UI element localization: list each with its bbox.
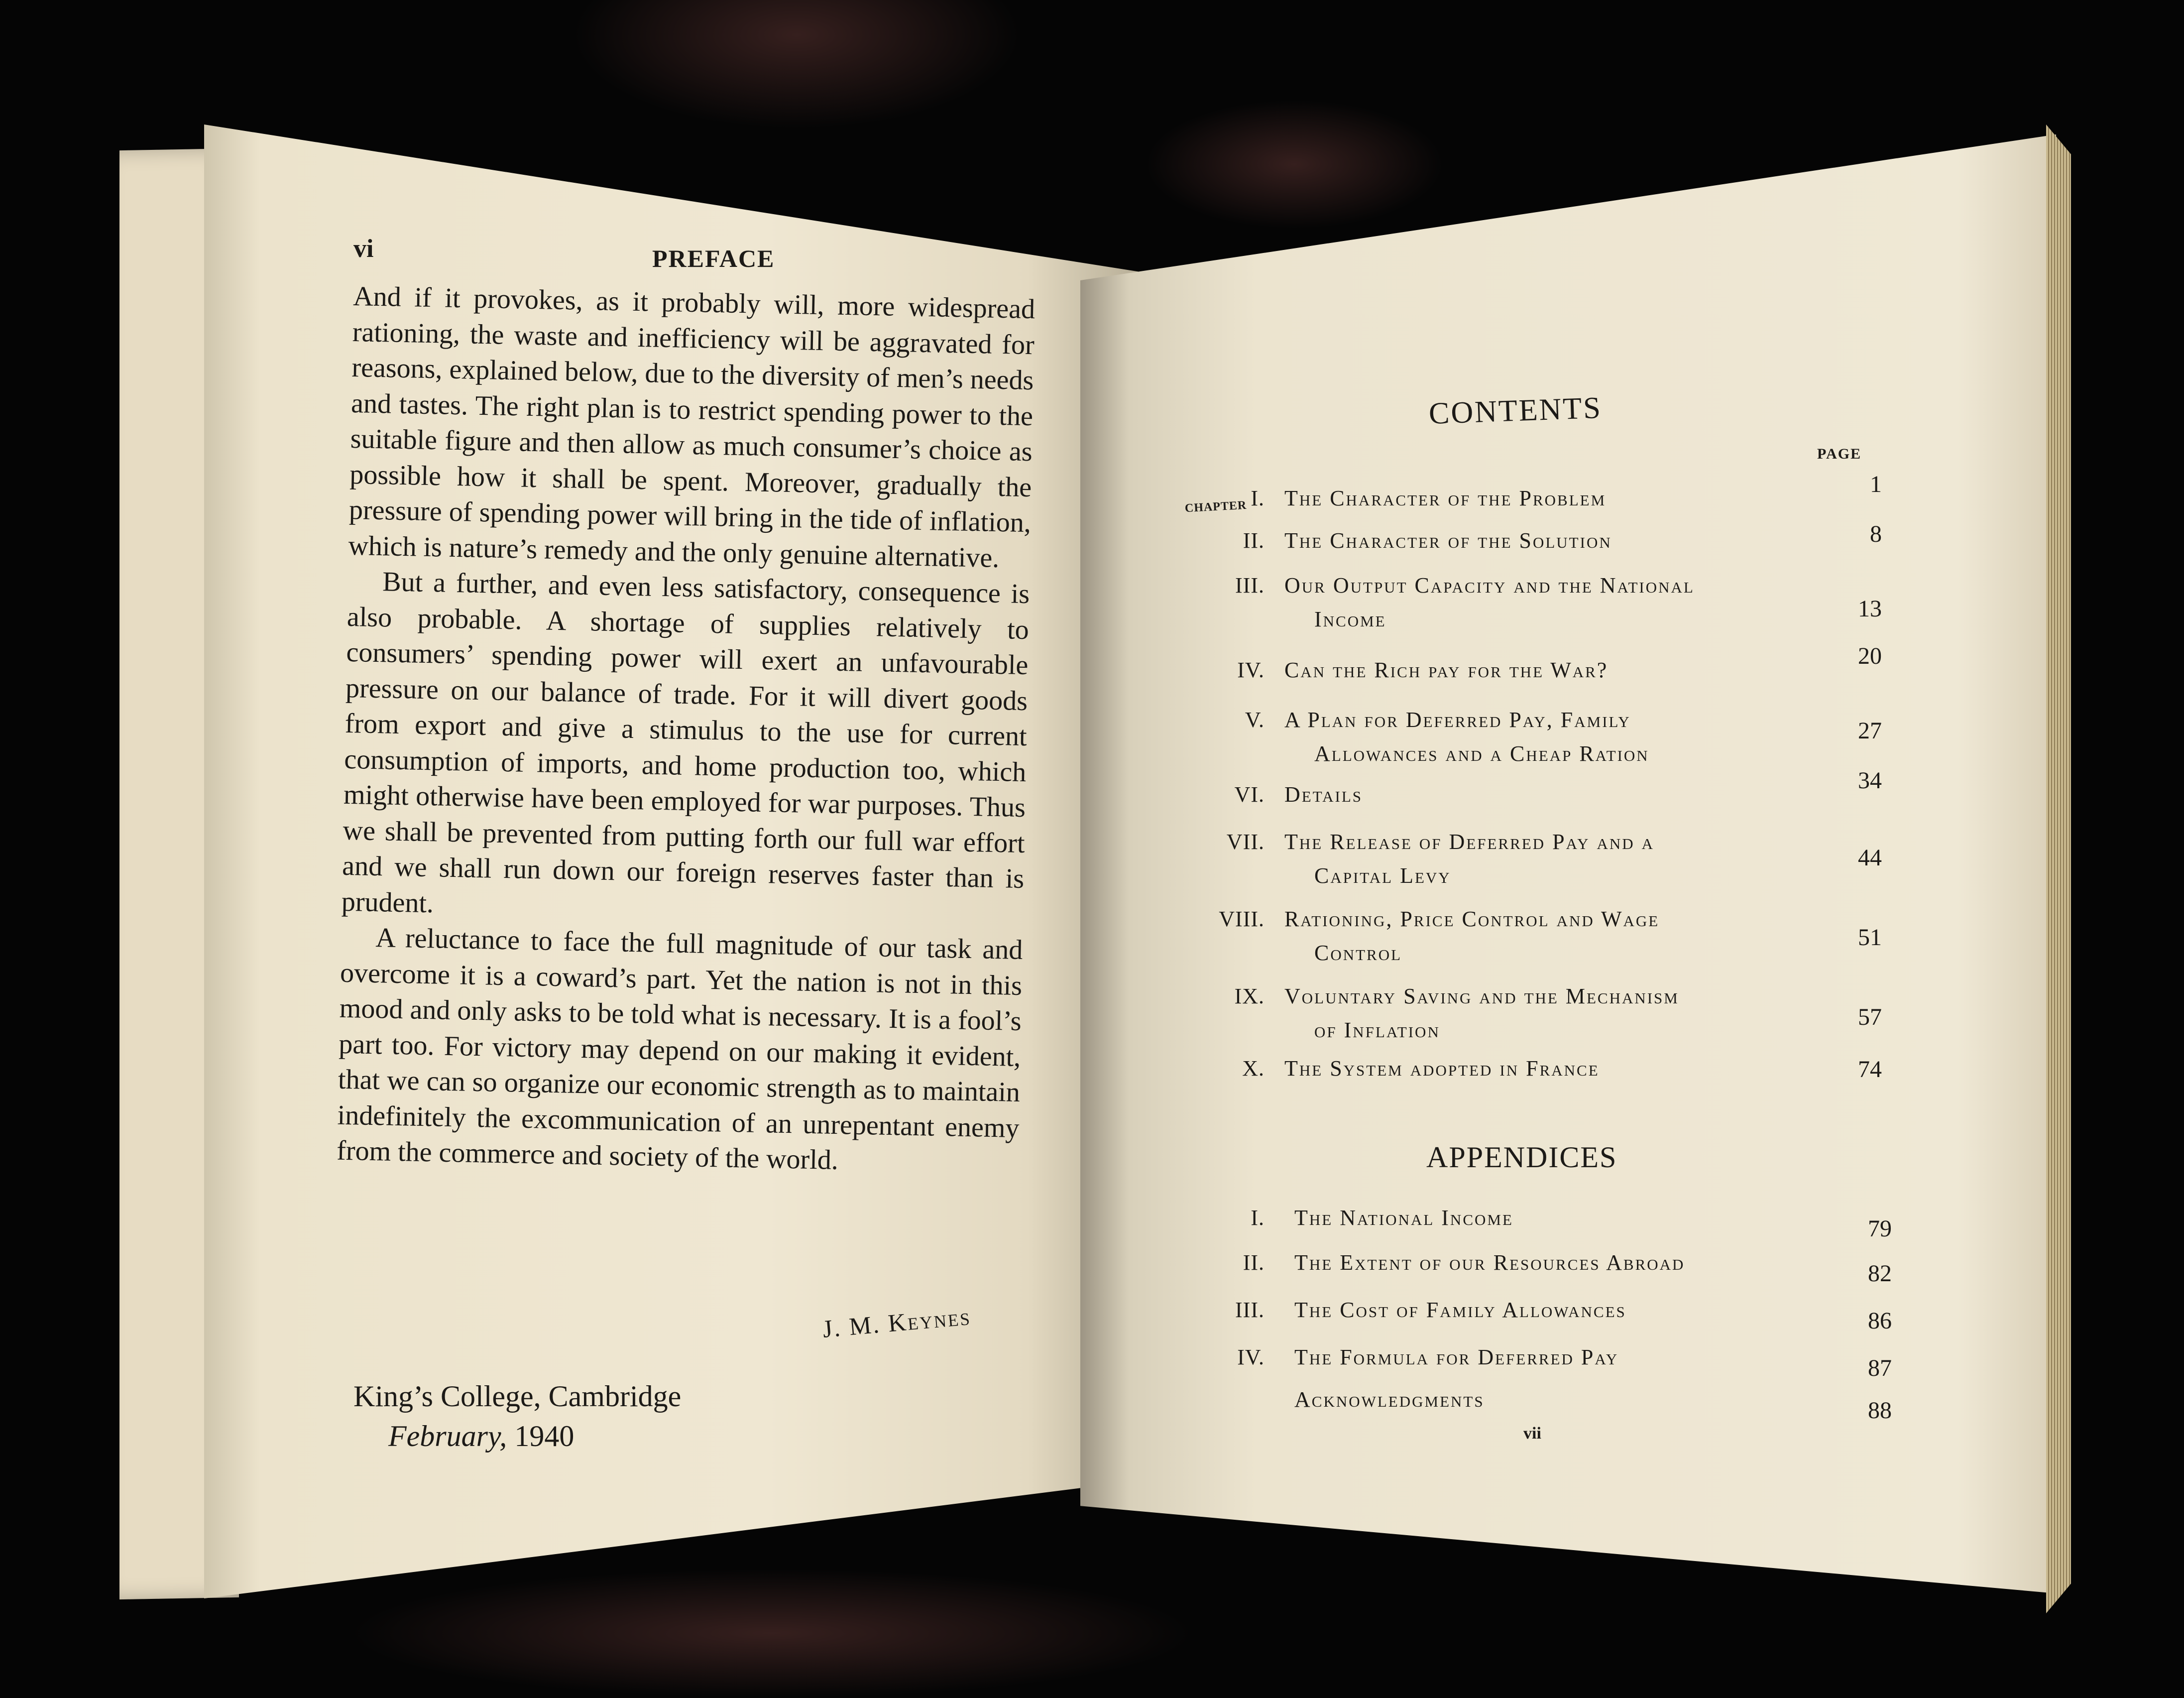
contents-page-number: 27 (1858, 718, 1882, 744)
page-edges (2046, 124, 2071, 1613)
contents-page-number: 57 (1858, 1004, 1882, 1030)
contents-chapter-number: I. (1251, 486, 1264, 510)
contents-chapter-number: VIII. (1219, 907, 1264, 931)
appendix-page-number: 87 (1868, 1355, 1892, 1381)
contents-chapter-title: Income (1314, 607, 1386, 631)
background-hand-top (573, 0, 1021, 129)
appendix-number: I. (1251, 1206, 1264, 1230)
contents-chapter-title: Voluntary Saving and the Mechanism (1284, 984, 1679, 1008)
appendix-page-number: 82 (1868, 1260, 1892, 1287)
contents-page-number: 51 (1858, 924, 1882, 951)
contents-chapter-number: II. (1243, 528, 1264, 553)
appendix-title: The Formula for Deferred Pay (1294, 1345, 1619, 1369)
contents-page-number: 34 (1858, 767, 1882, 794)
contents-chapter-title: of Inflation (1314, 1018, 1440, 1042)
signature-text: J. M. Keynes (821, 1302, 972, 1343)
contents-chapter-title: The Character of the Solution (1284, 528, 1612, 553)
appendix-number: II. (1243, 1250, 1264, 1275)
contents-chapter-title: Can the Rich pay for the War? (1284, 658, 1609, 682)
running-head: PREFACE (652, 244, 775, 272)
contents-chapter-number: VII. (1226, 830, 1264, 854)
contents-page-number: 44 (1858, 845, 1882, 871)
page-column-label: PAGE (1817, 446, 1862, 462)
appendix-page-number: 88 (1868, 1397, 1892, 1424)
contents-chapter-title: Our Output Capacity and the National (1284, 573, 1695, 598)
contents-chapter-number: III. (1235, 573, 1264, 598)
appendix-page-number: 79 (1868, 1215, 1892, 1242)
appendix-number: III. (1235, 1298, 1264, 1322)
contents-page-number: 1 (1870, 471, 1882, 497)
chapter-column-label: CHAPTER (1184, 498, 1247, 515)
contents-title: CONTENTS (1428, 390, 1603, 431)
contents-chapter-number: IX. (1234, 984, 1264, 1008)
preface-date (388, 1419, 574, 1454)
contents-chapter-title: Allowances and a Cheap Ration (1314, 741, 1649, 766)
contents-chapter-number: VI. (1234, 782, 1264, 807)
right-page (1080, 134, 2056, 1593)
contents-chapter-number: V. (1245, 708, 1264, 732)
right-page-number: vii (1523, 1424, 1541, 1443)
appendices-title: APPENDICES (1426, 1141, 1617, 1174)
contents-chapter-title: The Release of Deferred Pay and a (1284, 830, 1655, 854)
preface-paragraph: A reluctance to face the full magnitude of our task and overcome it is a coward’s part. Yet the nation is not in this mood and only asks to be told what is necessary. It is a fool’s part too. For victory may depend on our making it evident, that we can so organize our economic strength as to maintain indefinitely the excommunication of an unrepentant enemy from the commerce and society of the world. (336, 922, 1023, 1176)
contents-chapter-number: IV. (1237, 658, 1264, 682)
contents-page-number: 20 (1858, 643, 1882, 669)
contents-chapter-title: Capital Levy (1314, 863, 1451, 888)
preface-body (337, 279, 1035, 1182)
appendix-page-number: 86 (1868, 1308, 1892, 1334)
preface-place: King’s College, Cambridge (353, 1380, 682, 1413)
appendix-number: IV. (1237, 1345, 1264, 1369)
contents-chapter-title: The Character of the Problem (1284, 486, 1607, 510)
preface-paragraph: But a further, and even less satisfactory, consequence is also probable. A shortage of supplies relatively to consumers’ spending power will exert an unfavourable pressure on our balance of trade. For it will divert goods from export and give a stimulus to the use for current consumption of imports, and home production too, which might otherwise have been employed for war purposes. Thus we shall be prevented from putting forth our full war effort and we shall run down our foreign reserves faster than is prudent. (341, 566, 1030, 919)
date-year: 1940 (514, 1420, 575, 1453)
contents-chapter-title: A Plan for Deferred Pay, Family (1284, 708, 1631, 732)
appendix-title: The National Income (1294, 1206, 1513, 1230)
appendix-title: The Cost of Family Allowances (1294, 1298, 1626, 1322)
contents-chapter-title: Rationing, Price Control and Wage (1284, 907, 1660, 931)
contents-page-number: 8 (1870, 521, 1882, 547)
appendix-title: The Extent of our Resources Abroad (1294, 1250, 1685, 1275)
contents-chapter-title: The System adopted in France (1284, 1056, 1600, 1081)
contents-chapter-title: Details (1284, 782, 1363, 807)
contents-chapter-title: Control (1314, 941, 1402, 965)
date-month: February, (388, 1420, 507, 1453)
contents-page-number: 13 (1858, 596, 1882, 622)
left-page-number: vi (353, 235, 374, 263)
preface-paragraph: And if it provokes, as it probably will, more widespread rationing, the waste and inefficiency will be aggravated for reasons, explained below, due to the diversity of men’s needs and tastes. The right plan is to restrict spending power to the suitable figure and then allow as much consumer’s choice as possible how it shall be spent. Moreover, gradually the pressure of spending power will bring in the tide of inflation, which is nature’s remedy and the only genuine alternative. (348, 280, 1035, 574)
contents-page-number: 74 (1858, 1056, 1882, 1083)
appendix-title: Acknowledgments (1294, 1387, 1485, 1412)
contents-chapter-number: X. (1242, 1056, 1264, 1081)
